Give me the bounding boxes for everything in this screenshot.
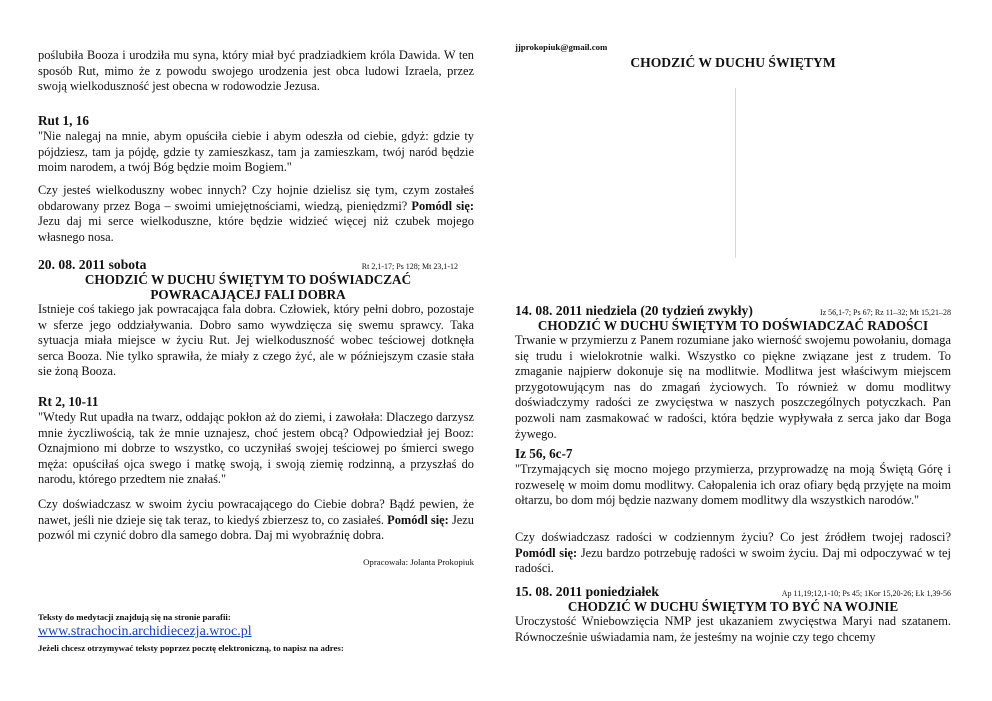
day-meditation: Istnieje coś takiego jak powracająca fala dobra. Człowiek, który pełni dobro, pozostaje w sferze jego oddziaływania. Dobro samo wywdzięcza się swemu sprawcy. Taka sytuacja miała miejsce w życiu Rut. Jej wielkoduszność wobec teściowej dotknęła serca Booza. Nie tylko sprawiła, że miały z czego żyć, ale w późniejszym czasie stała sie żoną Booza. (38, 302, 474, 379)
day-meditation: Uroczystość Wniebowzięcia NMP jest ukazaniem zwycięstwa Maryi nad szatanem. Równocześnie uświadamia nam, że jesteśmy na wojnie czy tego chcemy (515, 614, 951, 644)
pray-label: Pomódl się: (411, 198, 475, 213)
day-date: 14. 08. 2011 niedziela (20 tydzień zwykły) (515, 303, 753, 318)
reflection-paragraph (38, 183, 474, 245)
page-crease (735, 88, 736, 258)
scripture-reference: Rt 2, 10-11 (38, 394, 99, 409)
day-heading (515, 584, 951, 600)
scripture-quote: "Trzymających się mocno mojego przymierza, przyprowadzę na moją Świętą Górę i rozweselę w moim domu modlitwy. Całopalenia ich oraz ofiary będą przyjęte na moim ołtarzu, bo dom mój będzie nazwany domem modlitwy dla wszystkich narodów." (515, 462, 951, 508)
reflection-question: Czy doświadczasz radości w codziennym życiu? Co jest źródłem twojej radosci? (515, 530, 951, 544)
day-theme-line-2: POWRACAJĄCEJ FALI DOBRA (150, 287, 346, 302)
footer-texts-note: Teksty do medytacji znajdują się na stronie parafii: (38, 612, 231, 622)
pray-label: Pomódl się: (387, 512, 449, 527)
day-theme-line-1: CHODZIĆ W DUCHU ŚWIĘTYM TO DOŚWIADCZAĆ (84, 272, 412, 287)
day-date: 15. 08. 2011 poniedziałek (515, 584, 659, 599)
page-title: CHODZIĆ W DUCHU ŚWIĘTYM (630, 55, 836, 70)
contact-email: jjprokopiuk@gmail.com (515, 42, 608, 52)
day-date: 20. 08. 2011 sobota (38, 257, 147, 272)
scripture-quote: "Wtedy Rut upadła na twarz, oddając pokłon aż do ziemi, i zawołała: Dlaczego darzysz mnie życzliwością, tak że mnie uznajesz, choć jestem obcą? Odpowiedział jej Booz: Oznajmiono mi dobrze to wszystko, co uczyniłaś swojej teściowej po śmierci swego męża: opuściłaś ojca swego i matkę swoją, i swoją ziemię rodzinną, a przyszłaś do narodu, którego przedtem nie znałaś." (38, 410, 474, 487)
prayer-text: Jezu pozwól mi czynić dobro dla samego dobra. Daj mi wyobraźnię dobra. (38, 512, 474, 543)
reflection-question: Czy doświadczasz w swoim życiu powracającego do Ciebie dobra? Bądź pewien, że nawet, jeśli nie dzieje się tak teraz, to kiedyś zbierzesz to, co zasiałeś. (38, 497, 474, 527)
day-meditation: Trwanie w przymierzu z Panem rozumiane jako wierność swojemu powołaniu, domaga się trudu i wielokrotnie walki. Wszystko co piękne związane jest z trudem. To zmaganie najpierw dokonuje się na modlitwie. Modlitwa jest właściwym miejscem przygotowującym nas do zmagań życiowych. To również w domu modlitwy doświadczymy radości ze zwycięstwa w naszych poszczególnych potyczkach. Pan pozwoli nam zasmakować w radości, która będzie wypływała z serca jako dar Boga żywego. (515, 333, 951, 441)
parish-website-link[interactable]: www.strachocin.archidiecezja.wroc.pl (38, 624, 252, 639)
day-heading (38, 257, 458, 273)
pray-label: Pomódl się: (515, 545, 578, 560)
day-readings: Ap 11,19;12,1-10; Ps 45; 1Kor 15,20-26; Łk 1,39-56 (781, 589, 951, 598)
day-readings: Rt 2,1-17; Ps 128; Mt 23,1-12 (361, 262, 458, 271)
day-heading (515, 303, 951, 319)
day-readings: Iz 56,1-7; Ps 67; Rz 11–32; Mt 15,21–28 (819, 308, 951, 317)
reflection-question: Czy jesteś wielkoduszny wobec innych? Czy hojnie dzielisz się tym, czym zostałeś obdarowany przez Boga – swoimi umiejętnościami, wiedzą, pieniędzmi? (38, 183, 474, 213)
reflection-paragraph (515, 530, 951, 577)
scripture-quote: "Nie nalegaj na mnie, abym opuściła ciebie i abym odeszła od ciebie, gdyż: gdzie ty pójdziesz, tam ja pójdę, gdzie ty zamieszkasz, tam ja zamieszkam, twój naród będzie moim narodem, a twój Bóg będzie moim Bogiem." (38, 129, 474, 175)
day-theme: CHODZIĆ W DUCHU ŚWIĘTYM TO DOŚWIADCZAĆ RADOŚCI (537, 318, 929, 333)
reflection-paragraph (38, 497, 474, 544)
scripture-reference: Rut 1, 16 (38, 113, 89, 128)
scripture-reference: Iz 56, 6c-7 (515, 446, 573, 461)
author-credit: Opracowała: Jolanta Prokopiuk (363, 557, 474, 567)
footer-email-note: Jeżeli chcesz otrzymywać teksty poprzez pocztę elektroniczną, to napisz na adres: (38, 643, 344, 653)
intro-paragraph: poślubiła Booza i urodziła mu syna, który miał być pradziadkiem króla Dawida. W ten sposób Rut, mimo że z powodu swojego urodzenia jest obca ludowi Izraela, przez swoją wielkoduszność jest obecna w rodowodzie Jezusa. (38, 48, 474, 94)
prayer-text: Jezu daj mi serce wielkoduszne, które będzie widzieć więcej niż czubek mojego własnego nosa. (38, 214, 474, 244)
prayer-text: Jezu bardzo potrzebuję radości w swoim życiu. Daj mi odpoczywać w tej radości. (515, 545, 951, 576)
day-theme: CHODZIĆ W DUCHU ŚWIĘTYM TO BYĆ NA WOJNIE (567, 599, 899, 614)
